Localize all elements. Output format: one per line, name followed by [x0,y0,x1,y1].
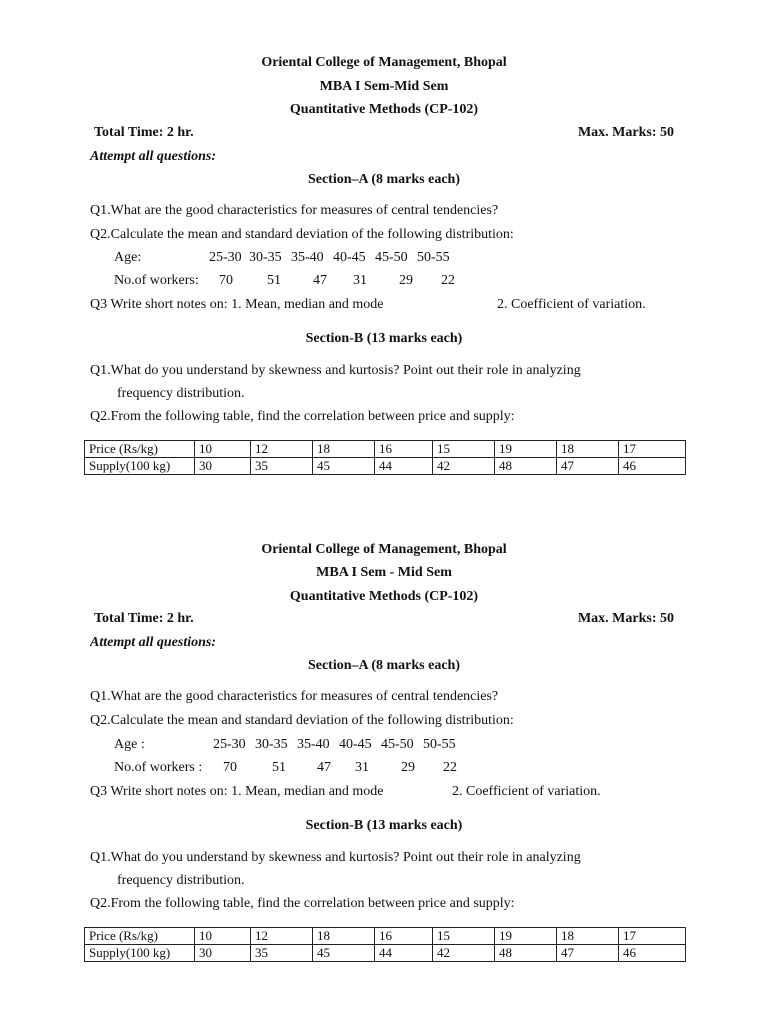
table-cell: 12 [251,928,313,945]
workers-label: No.of workers : [114,760,203,775]
total-time: Total Time: 2 hr. [94,611,194,626]
table-cell: 10 [195,928,251,945]
section-b-q2: Q2.From the following table, find the correlation between price and supply: [90,409,515,424]
workers-values [219,272,471,290]
table-cell: 16 [375,441,433,458]
table-cell: 10 [195,441,251,458]
section-a-q3-part2: 2. Coefficient of variation. [497,297,646,312]
instruction: Attempt all questions: [90,149,217,164]
workers-value: 51 [272,760,286,775]
workers-value: 47 [317,760,331,775]
age-value: 45-50 [381,737,414,752]
table-cell: Supply(100 kg) [85,458,195,475]
section-a-q3: Q3 Write short notes on: 1. Mean, median and mode [90,297,384,312]
workers-value: 31 [355,760,369,775]
table-cell: 45 [313,945,375,962]
table-cell: 15 [433,928,495,945]
table-row [85,945,686,962]
section-a-heading: Section–A (8 marks each) [307,172,461,187]
section-a-q1: Q1.What are the good characteristics for measures of central tendencies? [90,203,499,218]
college-name: Oriental College of Management, Bhopal [261,542,507,557]
table-cell: 48 [495,458,557,475]
course-title: MBA I Sem-Mid Sem [319,79,449,94]
section-b-heading: Section-B (13 marks each) [305,818,463,833]
table-cell: 42 [433,458,495,475]
workers-value: 47 [313,273,327,288]
table-cell: 16 [375,928,433,945]
workers-value: 70 [219,273,233,288]
table-cell: 12 [251,441,313,458]
workers-value: 29 [401,760,415,775]
section-a-q2: Q2.Calculate the mean and standard deviation of the following distribution: [90,227,514,242]
workers-value: 51 [267,273,281,288]
course-title: MBA I Sem - Mid Sem [316,565,452,580]
age-label: Age : [114,737,145,752]
section-b-q1: Q1.What do you understand by skewness and kurtosis? Point out their role in analyzing [90,363,581,378]
age-value: 30-35 [255,737,288,752]
section-a-q3: Q3 Write short notes on: 1. Mean, median and mode [90,784,384,799]
workers-value: 70 [223,760,237,775]
section-b-q1-cont: frequency distribution. [117,386,245,401]
table-cell: 19 [495,441,557,458]
table-cell: 44 [375,458,433,475]
question-paper-2 [0,487,768,974]
instruction: Attempt all questions: [90,635,217,650]
table-cell: 17 [619,441,686,458]
price-supply-table [84,440,686,475]
age-value: 30-35 [249,250,282,265]
table-cell: 45 [313,458,375,475]
workers-value: 29 [399,273,413,288]
age-value: 35-40 [291,250,324,265]
section-b-q1: Q1.What do you understand by skewness and kurtosis? Point out their role in analyzing [90,850,581,865]
table-cell: Supply(100 kg) [85,945,195,962]
section-a-q1: Q1.What are the good characteristics for measures of central tendencies? [90,689,499,704]
workers-values [223,759,473,777]
section-a-q3-part2: 2. Coefficient of variation. [452,784,601,799]
price-supply-table [84,927,686,962]
age-label: Age: [114,250,142,265]
table-cell: 42 [433,945,495,962]
age-value: 50-55 [417,250,450,265]
table-cell: 30 [195,458,251,475]
workers-value: 22 [441,273,455,288]
table-cell: Price (Rs/kg) [85,928,195,945]
section-b-q2: Q2.From the following table, find the correlation between price and supply: [90,896,515,911]
age-value: 40-45 [339,737,372,752]
table-cell: 48 [495,945,557,962]
total-time: Total Time: 2 hr. [94,125,194,140]
table-cell: 46 [619,945,686,962]
table-row [85,928,686,945]
table-row [85,441,686,458]
age-value: 25-30 [213,737,246,752]
age-value: 50-55 [423,737,456,752]
table-cell: 30 [195,945,251,962]
table-cell: 15 [433,441,495,458]
age-value: 25-30 [209,250,242,265]
table-cell: 35 [251,945,313,962]
max-marks: Max. Marks: 50 [577,611,674,626]
age-values [213,736,465,754]
table-cell: 47 [557,945,619,962]
age-value: 45-50 [375,250,408,265]
section-a-q2: Q2.Calculate the mean and standard deviation of the following distribution: [90,713,514,728]
section-a-heading: Section–A (8 marks each) [307,658,461,673]
table-cell: 18 [557,441,619,458]
table-cell: 35 [251,458,313,475]
workers-value: 22 [443,760,457,775]
table-cell: 47 [557,458,619,475]
table-row [85,458,686,475]
age-value: 35-40 [297,737,330,752]
question-paper-1 [0,0,768,487]
table-cell: 44 [375,945,433,962]
age-values [209,249,459,267]
college-name: Oriental College of Management, Bhopal [261,55,507,70]
subject-title: Quantitative Methods (CP-102) [289,102,479,117]
age-value: 40-45 [333,250,366,265]
workers-label: No.of workers: [114,273,199,288]
section-b-heading: Section-B (13 marks each) [305,331,463,346]
workers-value: 31 [353,273,367,288]
table-cell: 46 [619,458,686,475]
section-b-q1-cont: frequency distribution. [117,873,245,888]
table-cell: 19 [495,928,557,945]
table-cell: 18 [313,441,375,458]
table-cell: 17 [619,928,686,945]
table-cell: 18 [557,928,619,945]
max-marks: Max. Marks: 50 [577,125,674,140]
table-cell: 18 [313,928,375,945]
subject-title: Quantitative Methods (CP-102) [289,589,479,604]
table-cell: Price (Rs/kg) [85,441,195,458]
